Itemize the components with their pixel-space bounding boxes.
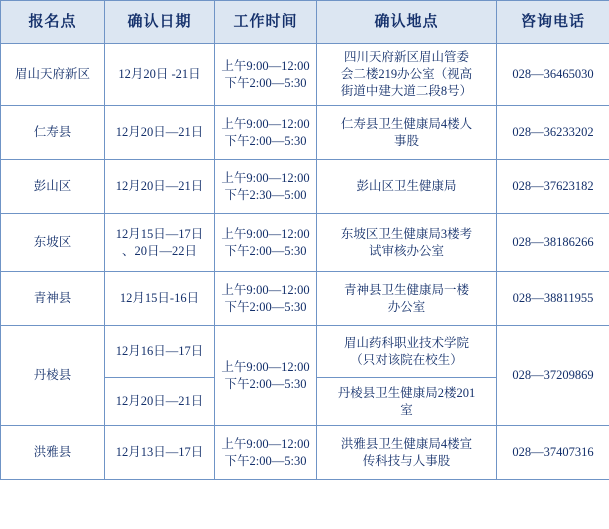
address-line: 传科技与人事股 — [362, 453, 451, 468]
table-row — [1, 160, 609, 214]
address-line: 东坡区卫生健康局3楼考 — [340, 226, 473, 241]
address-line: （只对该院在校生） — [350, 352, 463, 367]
cell-date — [105, 326, 215, 378]
cell-phone: 028—37623182 — [497, 160, 609, 214]
cell-address — [317, 272, 497, 326]
cell-phone: 028—36465030 — [497, 44, 609, 106]
date-line: 12月15日-16日 — [119, 291, 200, 306]
cell-hours — [215, 272, 317, 326]
address-line: 会二楼219办公室（视高 — [340, 67, 473, 82]
column-header-site: 报名点 — [1, 1, 105, 44]
cell-site: 青神县 — [1, 272, 105, 326]
cell-site: 彭山区 — [1, 160, 105, 214]
column-header-address: 确认地点 — [317, 1, 497, 44]
address-line: 仁寿县卫生健康局4楼人 — [340, 116, 473, 131]
date-line: 、20日—22日 — [121, 243, 197, 258]
hours-line-pm: 下午2:00—5:30 — [224, 243, 307, 258]
cell-address — [317, 106, 497, 160]
table-row — [1, 326, 609, 378]
cell-date — [105, 44, 215, 106]
table-row — [1, 214, 609, 272]
address-line: 眉山药科职业技术学院 — [343, 335, 469, 350]
table-body — [1, 44, 609, 480]
date-line: 12月15日—17日 — [115, 226, 204, 241]
address-line: 试审核办公室 — [368, 243, 444, 258]
date-line: 12月20日 -21日 — [118, 67, 201, 82]
hours-line-am: 上午9:00—12:00 — [221, 282, 310, 297]
cell-date — [105, 426, 215, 480]
address-line: 办公室 — [387, 299, 426, 314]
cell-hours — [215, 326, 317, 426]
cell-date — [105, 214, 215, 272]
cell-phone: 028—38811955 — [497, 272, 609, 326]
hours-line-am: 上午9:00—12:00 — [221, 226, 310, 241]
address-line: 事股 — [393, 133, 419, 148]
cell-address — [317, 214, 497, 272]
hours-line-am: 上午9:00—12:00 — [221, 436, 310, 451]
address-line: 四川天府新区眉山管委 — [343, 50, 469, 65]
hours-line-am: 上午9:00—12:00 — [221, 116, 310, 131]
hours-line-am: 上午9:00—12:00 — [221, 359, 310, 374]
cell-site: 眉山天府新区 — [1, 44, 105, 106]
cell-hours — [215, 160, 317, 214]
cell-phone: 028—38186266 — [497, 214, 609, 272]
hours-line-am: 上午9:00—12:00 — [221, 170, 310, 185]
table-header-row — [1, 1, 609, 44]
hours-line-pm: 下午2:00—5:30 — [224, 299, 307, 314]
hours-line-pm: 下午2:30—5:00 — [224, 187, 307, 202]
cell-hours — [215, 214, 317, 272]
cell-site: 洪雅县 — [1, 426, 105, 480]
cell-address — [317, 326, 497, 378]
address-line: 洪雅县卫生健康局4楼宣 — [340, 436, 473, 451]
hours-line-pm: 下午2:00—5:30 — [224, 133, 307, 148]
address-line: 街道中建大道二段8号） — [340, 83, 473, 98]
hours-line-pm: 下午2:00—5:30 — [224, 453, 307, 468]
cell-address — [317, 44, 497, 106]
address-line: 丹棱县卫生健康局2楼201 — [337, 385, 476, 400]
cell-hours — [215, 44, 317, 106]
cell-phone: 028—37209869 — [497, 326, 609, 426]
cell-date — [105, 272, 215, 326]
date-line: 12月20日—21日 — [115, 394, 204, 409]
hours-line-pm: 下午2:00—5:30 — [224, 75, 307, 90]
column-header-date: 确认日期 — [105, 1, 215, 44]
date-line: 12月20日—21日 — [115, 125, 204, 140]
address-line: 室 — [400, 402, 413, 417]
hours-line-am: 上午9:00—12:00 — [221, 58, 310, 73]
table-row — [1, 272, 609, 326]
cell-date — [105, 160, 215, 214]
column-header-hours: 工作时间 — [215, 1, 317, 44]
cell-phone: 028—37407316 — [497, 426, 609, 480]
cell-date — [105, 378, 215, 426]
cell-site: 东坡区 — [1, 214, 105, 272]
table-row — [1, 426, 609, 480]
address-line: 青神县卫生健康局一楼 — [343, 282, 469, 297]
cell-site: 丹棱县 — [1, 326, 105, 426]
cell-address — [317, 426, 497, 480]
hours-line-pm: 下午2:00—5:30 — [224, 376, 307, 391]
cell-hours — [215, 106, 317, 160]
date-line: 12月16日—17日 — [115, 344, 204, 359]
cell-hours — [215, 426, 317, 480]
cell-site: 仁寿县 — [1, 106, 105, 160]
column-header-phone: 咨询电话 — [497, 1, 609, 44]
cell-phone: 028—36233202 — [497, 106, 609, 160]
cell-address — [317, 378, 497, 426]
address-line: 彭山区卫生健康局 — [356, 179, 457, 194]
table-row — [1, 106, 609, 160]
table-header — [1, 1, 609, 44]
cell-address — [317, 160, 497, 214]
cell-date — [105, 106, 215, 160]
date-line: 12月13日—17日 — [115, 445, 204, 460]
table-row — [1, 44, 609, 106]
date-line: 12月20日—21日 — [115, 179, 204, 194]
